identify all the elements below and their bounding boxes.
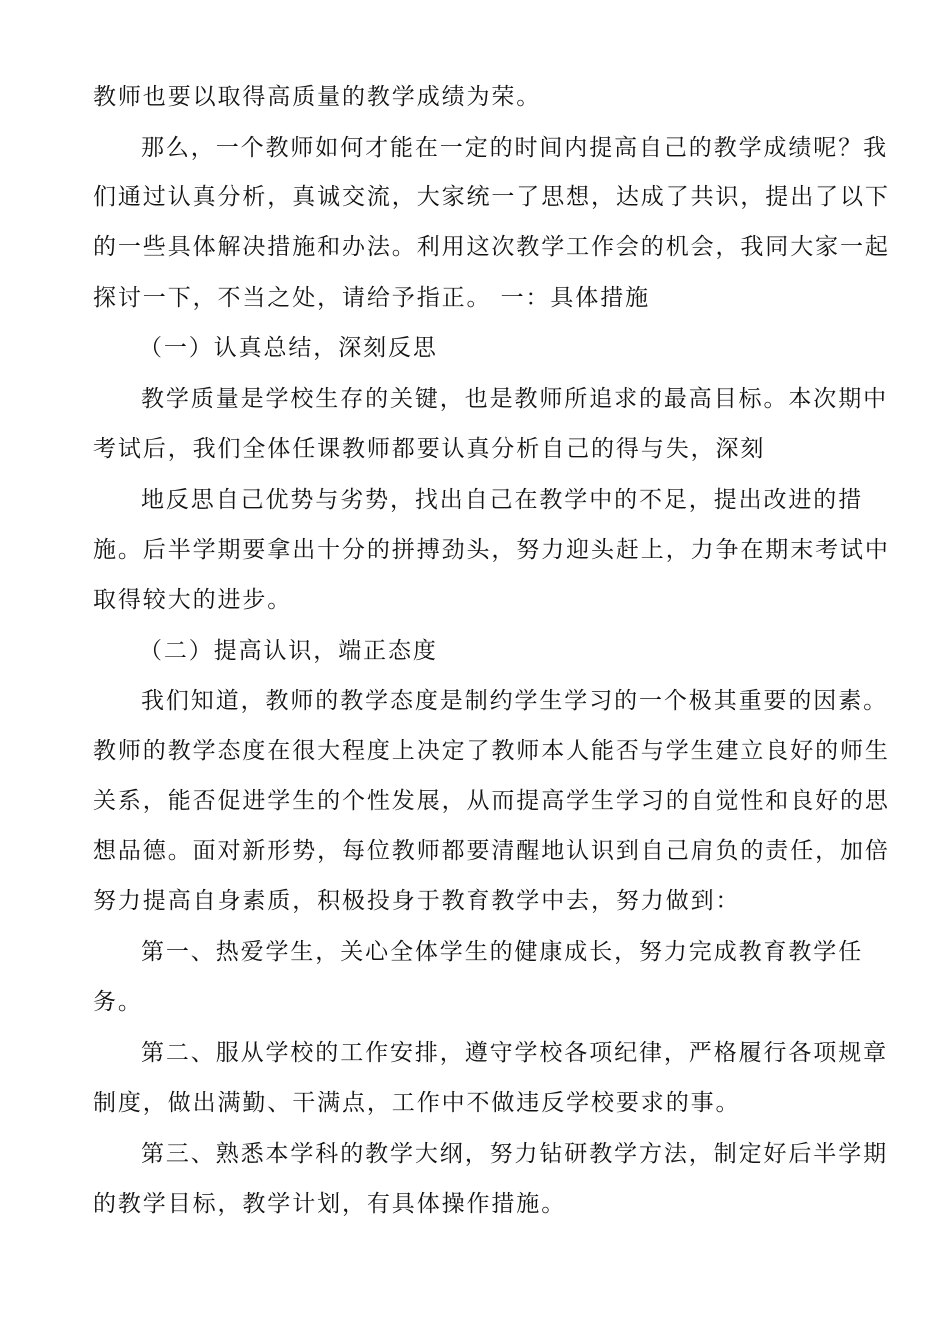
text-line: 的教学目标，教学计划，有具体操作措施。: [93, 1191, 567, 1217]
text-line: 的一些具体解决措施和办法。利用这次教学工作会的机会，我同大家一起: [93, 234, 890, 260]
text-line: 制度，做出满勤、干满点，工作中不做违反学校要求的事。: [93, 1090, 741, 1116]
heading-text: （二）提高认识，端正态度: [139, 638, 438, 664]
heading-text: （一）认真总结，深刻反思: [139, 335, 438, 361]
text-line: 第三、熟悉本学科的教学大纲，努力钻研教学方法，制定好后半学期: [141, 1141, 888, 1167]
text-line: 关系，能否促进学生的个性发展，从而提高学生学习的自觉性和良好的思: [93, 788, 890, 814]
text-line: 第一、热爱学生，关心全体学生的健康成长，努力完成教育教学任: [141, 939, 864, 965]
text-line: 施。后半学期要拿出十分的拼搏劲头，努力迎头赶上，力争在期末考试中: [93, 537, 890, 563]
text-line: 地反思自己优势与劣势，找出自己在教学中的不足，提出改进的措: [141, 487, 864, 513]
text-line: 那么，一个教师如何才能在一定的时间内提高自己的教学成绩呢？我: [141, 135, 888, 161]
text-line: 教学质量是学校生存的关键，也是教师所追求的最高目标。本次期中: [141, 386, 888, 412]
text-line: 们通过认真分析，真诚交流，大家统一了思想，达成了共识，提出了以下: [93, 184, 890, 210]
text-line: 我们知道，教师的教学态度是制约学生学习的一个极其重要的因素。: [141, 688, 888, 714]
text-line: 想品德。面对新形势，每位教师都要清醒地认识到自己肩负的责任，加倍: [93, 838, 890, 864]
text-line: 务。: [93, 989, 143, 1015]
text-line: 教师也要以取得高质量的教学成绩为荣。: [93, 84, 542, 110]
text-line: 考试后，我们全体任课教师都要认真分析自己的得与失，深刻: [93, 436, 766, 462]
text-line: 探讨一下，不当之处，请给予指正。 一：具体措施: [93, 285, 651, 311]
text-line: 努力提高自身素质，积极投身于教育教学中去，努力做到：: [93, 888, 741, 914]
text-line: 第二、服从学校的工作安排，遵守学校各项纪律，严格履行各项规章: [141, 1040, 888, 1066]
text-line: 取得较大的进步。: [93, 587, 293, 613]
text-line: 教师的教学态度在很大程度上决定了教师本人能否与学生建立良好的师生: [93, 738, 890, 764]
